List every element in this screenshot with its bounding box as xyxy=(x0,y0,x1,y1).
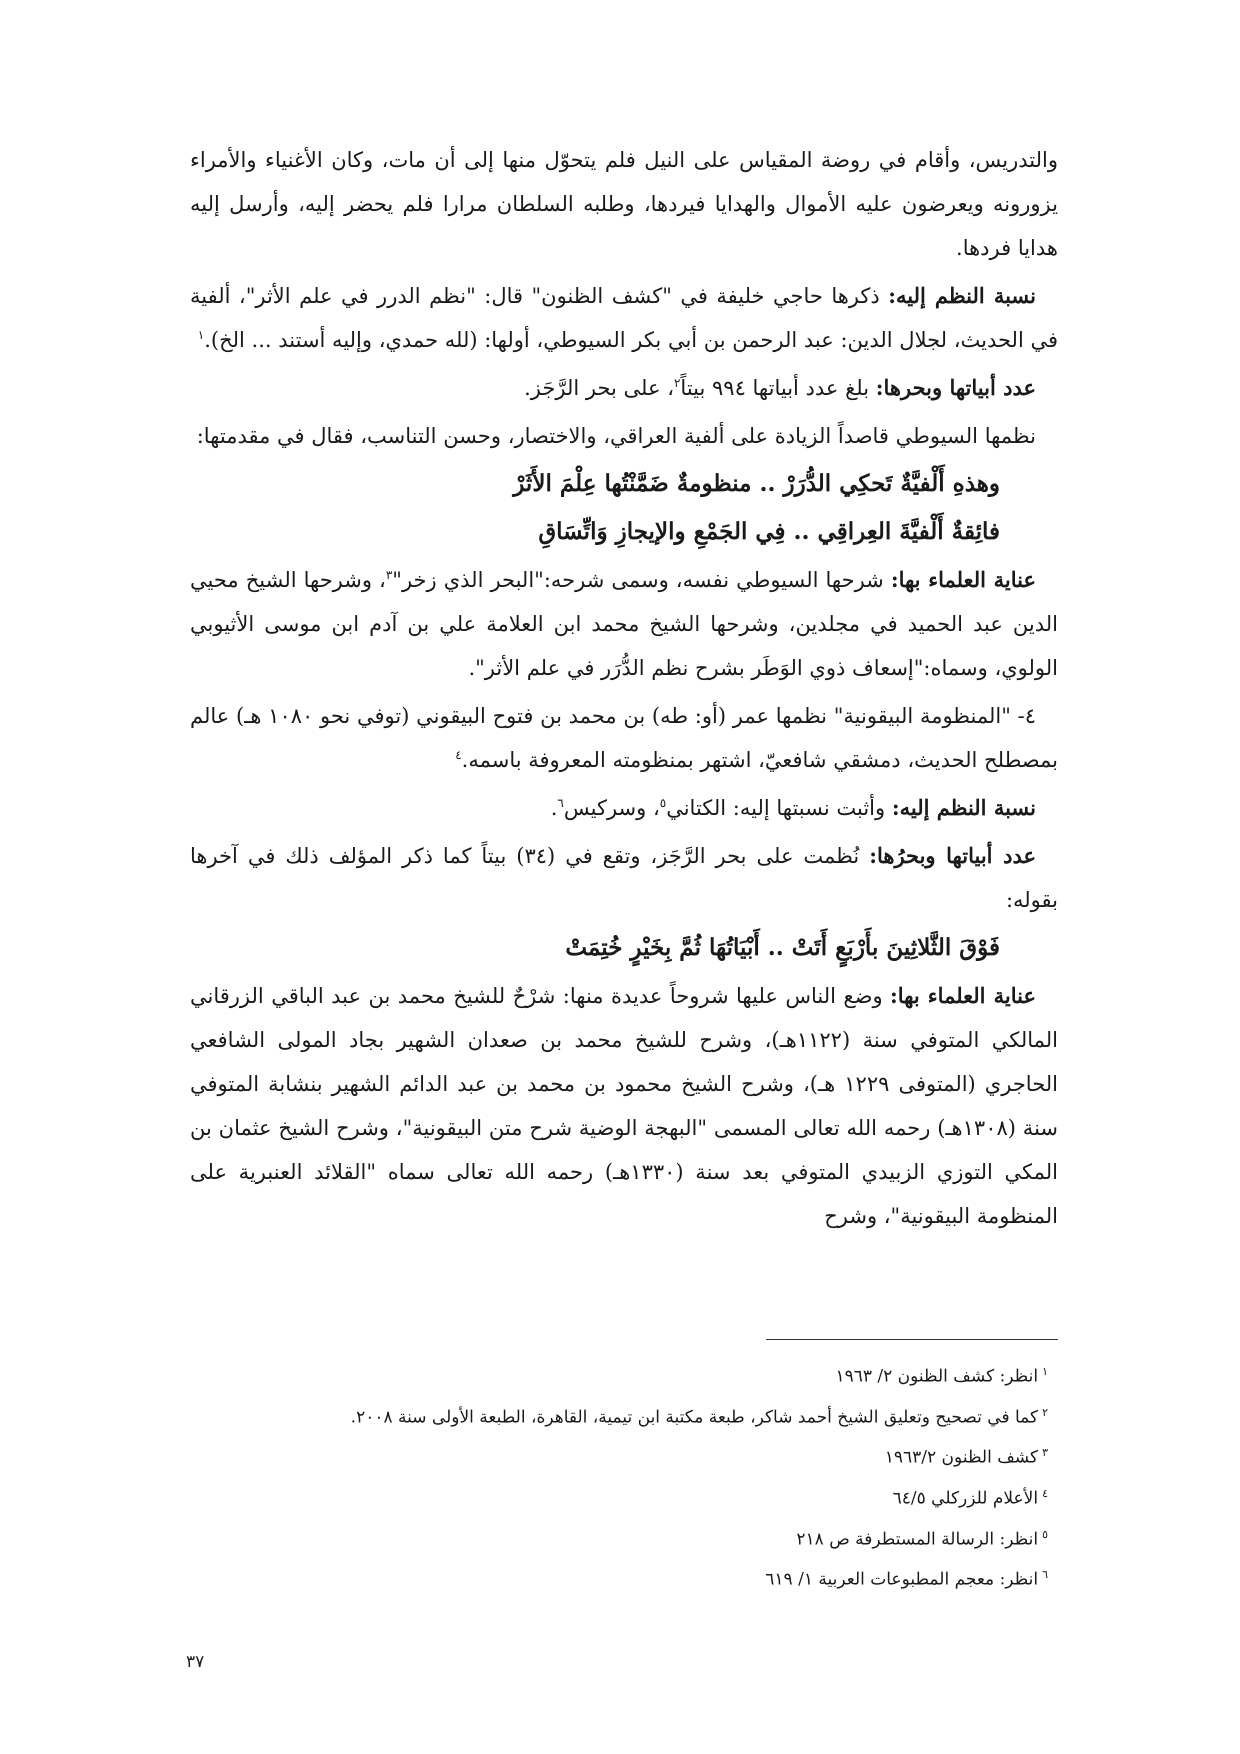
footnote-number: ٣ xyxy=(1042,1446,1048,1460)
footnote-number: ١ xyxy=(1042,1365,1048,1378)
paragraph xyxy=(190,366,1058,410)
footnotes xyxy=(190,1356,1058,1600)
footnote xyxy=(190,1356,1058,1393)
paragraph-text: ذكرها حاجي خليفة في "كشف الظنون" قال: "نظم الدرر في علم الأثر"، ألفية في الحديث، لجلال الدين: عبد الرحمن بن أبي بكر السيوطي، أولها: (لله حمدي، وإليه أستند ... الخ). xyxy=(190,284,1058,352)
footnote-ref[interactable]: ٣ xyxy=(385,568,393,582)
paragraph xyxy=(190,786,1058,830)
poem-verse: فائِقةٌ أَلْفيَّةَ العِراقِي .. فِي الجَمْعِ والإيجازِ وَاتِّسَاقِ xyxy=(538,518,1000,545)
paragraph-text: وضع الناس عليها شروحاً عديدة منها: شرْحٌ للشيخ محمد بن عبد الباقي الزرقاني المالكي المتوفي سنة (١١٢٢هـ)، وشرح للشيخ محمد بن صعدان الشهير بجاد المولى الشافعي الحاجري (المتوفى ١٢٢٩ هـ)، وشرح الشيخ محمود بن محمد بن عبد الدائم الشهير بنشابة المتوفي سنة (١٣٠٨هـ) رحمه الله تعالى المسمى "البهجة الوضية شرح متن البيقونية"، وشرح الشيخ عثمان بن المكي التوزي الزبيدي المتوفي بعد سنة (١٣٣٠هـ) رحمه الله تعالى سماه "القلائد العنبرية على المنظومة البيقونية"، وشرح xyxy=(190,984,1059,1228)
footnote-ref[interactable]: ٤ xyxy=(455,748,462,762)
paragraph-label: عدد أبياتها وبحرها: xyxy=(875,375,1036,400)
footnote-number: ٢ xyxy=(1042,1405,1048,1419)
paragraph xyxy=(190,694,1058,782)
paragraph-text: بلغ عدد أبياتها ٩٩٤ بيتاً xyxy=(680,376,876,400)
footnote xyxy=(190,1478,1058,1515)
footnote-text: انظر: كشف الظنون ٢/ ١٩٦٣ xyxy=(835,1366,1039,1387)
footnote xyxy=(190,1559,1058,1596)
footnote-separator xyxy=(766,1339,1058,1340)
footnote-text: انظر: الرسالة المستطرفة ص ٢١٨ xyxy=(796,1529,1039,1550)
paragraph-label: نسبة النظم إليه: xyxy=(891,795,1036,820)
paragraph-label: عناية العلماء بها: xyxy=(890,567,1036,592)
paragraph xyxy=(190,974,1058,1238)
main-text-column xyxy=(190,138,1058,1242)
paragraph-label: نسبة النظم إليه: xyxy=(888,283,1036,308)
paragraph-text: شرحها السيوطي نفسه، وسمى شرحه:"البحر الذي زخر" xyxy=(392,568,891,592)
paragraph-text: نُظمت على بحر الرَّجَز، وتقع في (٣٤) بيتاً كما ذكر المؤلف ذلك في آخرها بقوله: xyxy=(190,844,1058,912)
paragraph-text: والتدريس، وأقام في روضة المقياس على النيل فلم يتحوّل منها إلى أن مات، وكان الأغنياء والأمراء يزورونه ويعرضون عليه الأموال والهدايا فيردها، وطلبه السلطان مرارا فلم يحضر إليه، وأرسل إليه هدايا فردها. xyxy=(190,148,1058,260)
paragraph-label: عناية العلماء بها: xyxy=(890,983,1036,1008)
footnote-ref[interactable]: ١ xyxy=(197,328,205,342)
poem-verse: وهذهِ أَلْفيَّةٌ تَحكِي الدُّرَرْ .. منظومةٌ ضَمَّنْتُها عِلْمَ الأَثَرْ xyxy=(513,470,1000,497)
footnote xyxy=(190,1519,1058,1556)
paragraph-text: ، وسركيس xyxy=(563,796,660,820)
paragraph xyxy=(190,558,1058,690)
paragraph xyxy=(190,834,1058,922)
footnote-ref[interactable]: ٢ xyxy=(673,376,681,390)
poem-verse: فَوْقَ الثَّلاثِينَ بأَرْبَعٍ أَتَتْ .. أَبْيَاتُهَا ثُمَّ بِخَيْرٍ خُتِمَتْ xyxy=(565,934,1000,961)
footnote-text: كشف الظنون ١٩٦٣/٢ xyxy=(884,1447,1039,1468)
paragraph xyxy=(190,414,1058,458)
paragraph-label: عدد أبياتها وبحرُها: xyxy=(869,843,1036,868)
footnote-ref[interactable]: ٥ xyxy=(659,796,667,810)
footnote xyxy=(190,1437,1058,1474)
paragraph-text: ، على بحر الرَّجَز. xyxy=(524,376,674,400)
footnote-text: الأعلام للزركلي ٦٤/٥ xyxy=(892,1488,1039,1509)
footnote-text: كما في تصحيح وتعليق الشيخ أحمد شاكر، طبعة مكتبة ابن تيمية، القاهرة، الطبعة الأولى سنة ٢٠٠٨. xyxy=(350,1407,1039,1428)
footnote xyxy=(190,1397,1058,1434)
paragraph-text: نظمها السيوطي قاصداً الزيادة على ألفية العراقي، والاختصار، وحسن التناسب، فقال في مقدمتها: xyxy=(196,424,1036,448)
footnote-ref[interactable]: ٦ xyxy=(557,796,564,810)
footnote-number: ٤ xyxy=(1042,1486,1048,1500)
footnote-number: ٥ xyxy=(1042,1527,1048,1541)
paragraph-text: . xyxy=(550,796,558,820)
paragraph xyxy=(190,138,1058,270)
paragraph-text: ٤- "المنظومة البيقونية" نظمها عمر (أو: طه) بن محمد بن فتوح البيقوني (توفي نحو ١٠٨٠ هـ) عالم بمصطلح الحديث، دمشقي شافعيّ، اشتهر بمنظومته المعروفة باسمه. xyxy=(190,704,1058,772)
footnote-number: ٦ xyxy=(1042,1568,1048,1582)
paragraph-text: وأثبت نسبتها إليه: الكتاني xyxy=(666,796,892,820)
page-number: ٣٧ xyxy=(186,1652,205,1672)
footnote-text: انظر: معجم المطبوعات العربية ١/ ٦١٩ xyxy=(765,1569,1039,1590)
paragraph xyxy=(190,274,1058,362)
paragraph-text: ، وشرحها الشيخ محيي الدين عبد الحميد في مجلدين، وشرحها الشيخ محمد ابن العلامة علي بن آدم ابن موسى الأثيوبي الولوي، وسماه:"إسعاف ذوي الوَطَر بشرح نظم الدُّرَر في علم الأثر". xyxy=(190,568,1058,680)
